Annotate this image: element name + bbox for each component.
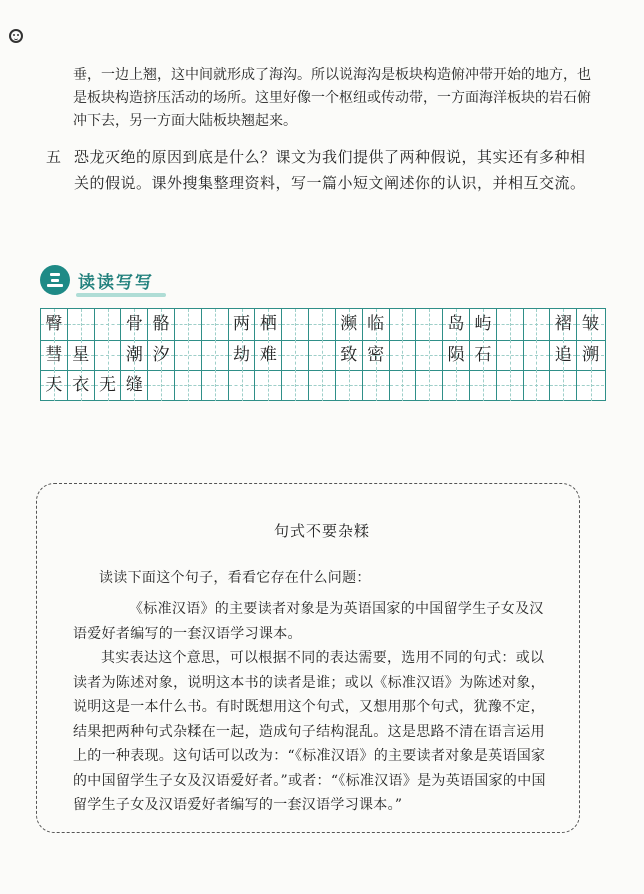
grid-character: 骨: [125, 314, 143, 334]
grid-cell: [416, 370, 443, 401]
grid-cell: [390, 370, 417, 401]
grid-character: 星: [72, 344, 90, 365]
grid-cell: [309, 309, 336, 340]
question-number: 五: [46, 148, 62, 166]
grid-cell: [95, 309, 122, 340]
tip-explanation-text: 其实表达这个意思，可以根据不同的表达需要，选用不同的句式：或以读者为陈述对象，说明这本书的读者是谁；或以《标准汉语》为陈述对象，说明这是一本什么书。有时既想用这个句式，又想用那个句式，犹豫不定，结果把两种句式杂糅在一起，造成句子结构混乱。这是思路不清在语言运用上的一种表现。这句话可以改为：“《标准汉语》的主要读者对象是英语国家的中国留学生子女及汉语爱好者。”或者：“《标准汉语》是为英语国家的中国留学生子女及汉语爱好者编写的一套汉语学习课本。”: [73, 650, 546, 813]
grid-cell: [255, 309, 282, 340]
grid-character: 栖: [259, 314, 277, 334]
grid-character: 骼: [152, 314, 170, 334]
grid-cell: [443, 370, 470, 401]
grid-cell: [229, 340, 256, 371]
grid-cell: [550, 340, 577, 371]
grid-cell: [229, 309, 256, 340]
tip-paragraph-example: [73, 597, 553, 646]
grid-character: 屿: [474, 314, 492, 334]
grid-cell: [577, 370, 604, 401]
grid-cell: [497, 309, 524, 340]
grid-cell: [336, 370, 363, 401]
grid-row: [41, 309, 605, 341]
section-header-read-write: [40, 265, 600, 295]
grid-cell: [550, 309, 577, 340]
grid-cell: [309, 370, 336, 401]
grid-cell: [363, 309, 390, 340]
grid-cell: [497, 370, 524, 401]
grid-cell: [470, 340, 497, 371]
grid-character: 皱: [582, 314, 600, 334]
grid-cell: [95, 370, 122, 401]
grid-cell: [470, 309, 497, 340]
grid-character: 衣: [72, 375, 90, 395]
grid-cell: [282, 370, 309, 401]
grid-cell: [577, 340, 604, 371]
grid-cell: [255, 340, 282, 371]
grid-cell: [95, 340, 122, 371]
grid-cell: [202, 370, 229, 401]
section-title: 读读写写: [78, 273, 154, 293]
grid-cell: [282, 340, 309, 371]
grid-character: 彗: [45, 344, 63, 365]
grid-cell: [470, 370, 497, 401]
grid-character: 追: [554, 344, 572, 365]
grid-cell: [202, 340, 229, 371]
grid-character: 难: [259, 344, 277, 365]
question-text: 恐龙灭绝的原因到底是什么？课文为我们提供了两种假说，其实还有多种相关的假说。课外搜集整理资料，写一篇小短文阐述你的认识，并相互交流。: [74, 148, 586, 192]
grid-cell: [202, 309, 229, 340]
grid-character: 密: [367, 344, 385, 365]
grid-cell: [41, 370, 68, 401]
grid-character: 致: [340, 344, 358, 365]
tip-box-title: 句式不要杂糅: [273, 522, 370, 540]
grid-cell: [68, 309, 95, 340]
grid-character: 褶: [554, 314, 572, 334]
grid-cell: [121, 309, 148, 340]
grid-cell: [148, 340, 175, 371]
grid-cell: [443, 309, 470, 340]
grid-cell: [524, 309, 551, 340]
tip-paragraph-intro: 读读下面这个句子，看看它存在什么问题：: [99, 570, 371, 586]
grid-cell: [497, 340, 524, 371]
grid-cell: [390, 309, 417, 340]
grid-character: 臀: [45, 314, 63, 334]
grid-cell: [229, 370, 256, 401]
grid-cell: [282, 309, 309, 340]
section-title-underline: [76, 293, 166, 297]
smiley-icon: [9, 29, 23, 43]
grid-cell: [148, 370, 175, 401]
grid-character: 临: [367, 314, 385, 334]
grid-cell: [416, 309, 443, 340]
grid-cell: [390, 340, 417, 371]
grid-cell: [41, 309, 68, 340]
grid-character: 石: [474, 344, 492, 365]
grid-cell: [309, 340, 336, 371]
grid-cell: [443, 340, 470, 371]
tip-paragraph-explanation: [73, 646, 553, 818]
grid-cell: [255, 370, 282, 401]
grid-cell: [175, 309, 202, 340]
grid-character: 濒: [340, 314, 358, 334]
grid-cell: [416, 340, 443, 371]
grid-cell: [577, 309, 604, 340]
grid-character: 劫: [233, 344, 251, 365]
section-three-icon: [40, 265, 70, 295]
grid-character: 潮: [125, 344, 143, 365]
grid-cell: [550, 370, 577, 401]
grid-cell: [524, 370, 551, 401]
grid-cell: [336, 340, 363, 371]
grid-character: 岛: [447, 314, 465, 334]
grid-cell: [148, 309, 175, 340]
grid-cell: [41, 340, 68, 371]
grid-cell: [175, 370, 202, 401]
grid-cell: [121, 340, 148, 371]
grid-cell: [363, 340, 390, 371]
grid-cell: [336, 309, 363, 340]
grid-cell: [363, 370, 390, 401]
grid-character: 天: [45, 375, 63, 395]
character-grid: [40, 308, 606, 401]
grid-cell: [524, 340, 551, 371]
passage-paragraph: 垂，一边上翘，这中间就形成了海沟。所以说海沟是板块构造俯冲带开始的地方，也是板块构造挤压活动的场所。这里好像一个枢纽或传动带，一方面海洋板块的岩石俯冲下去，另一方面大陆板块翘起来。: [73, 67, 591, 129]
grid-character: 陨: [447, 344, 465, 365]
grid-character: 两: [233, 314, 251, 334]
grid-character: 缝: [125, 375, 143, 395]
grid-character: 无: [99, 375, 116, 395]
grid-row: [41, 370, 605, 401]
grid-cell: [121, 370, 148, 401]
grid-character: 溯: [582, 344, 600, 365]
grid-cell: [68, 340, 95, 371]
grid-cell: [175, 340, 202, 371]
grid-cell: [68, 370, 95, 401]
tip-example-text: 《标准汉语》的主要读者对象是为英语国家的中国留学生子女及汉语爱好者编写的一套汉语学习课本。: [73, 601, 544, 642]
grid-row: [41, 340, 605, 372]
grid-character: 汐: [152, 344, 170, 365]
